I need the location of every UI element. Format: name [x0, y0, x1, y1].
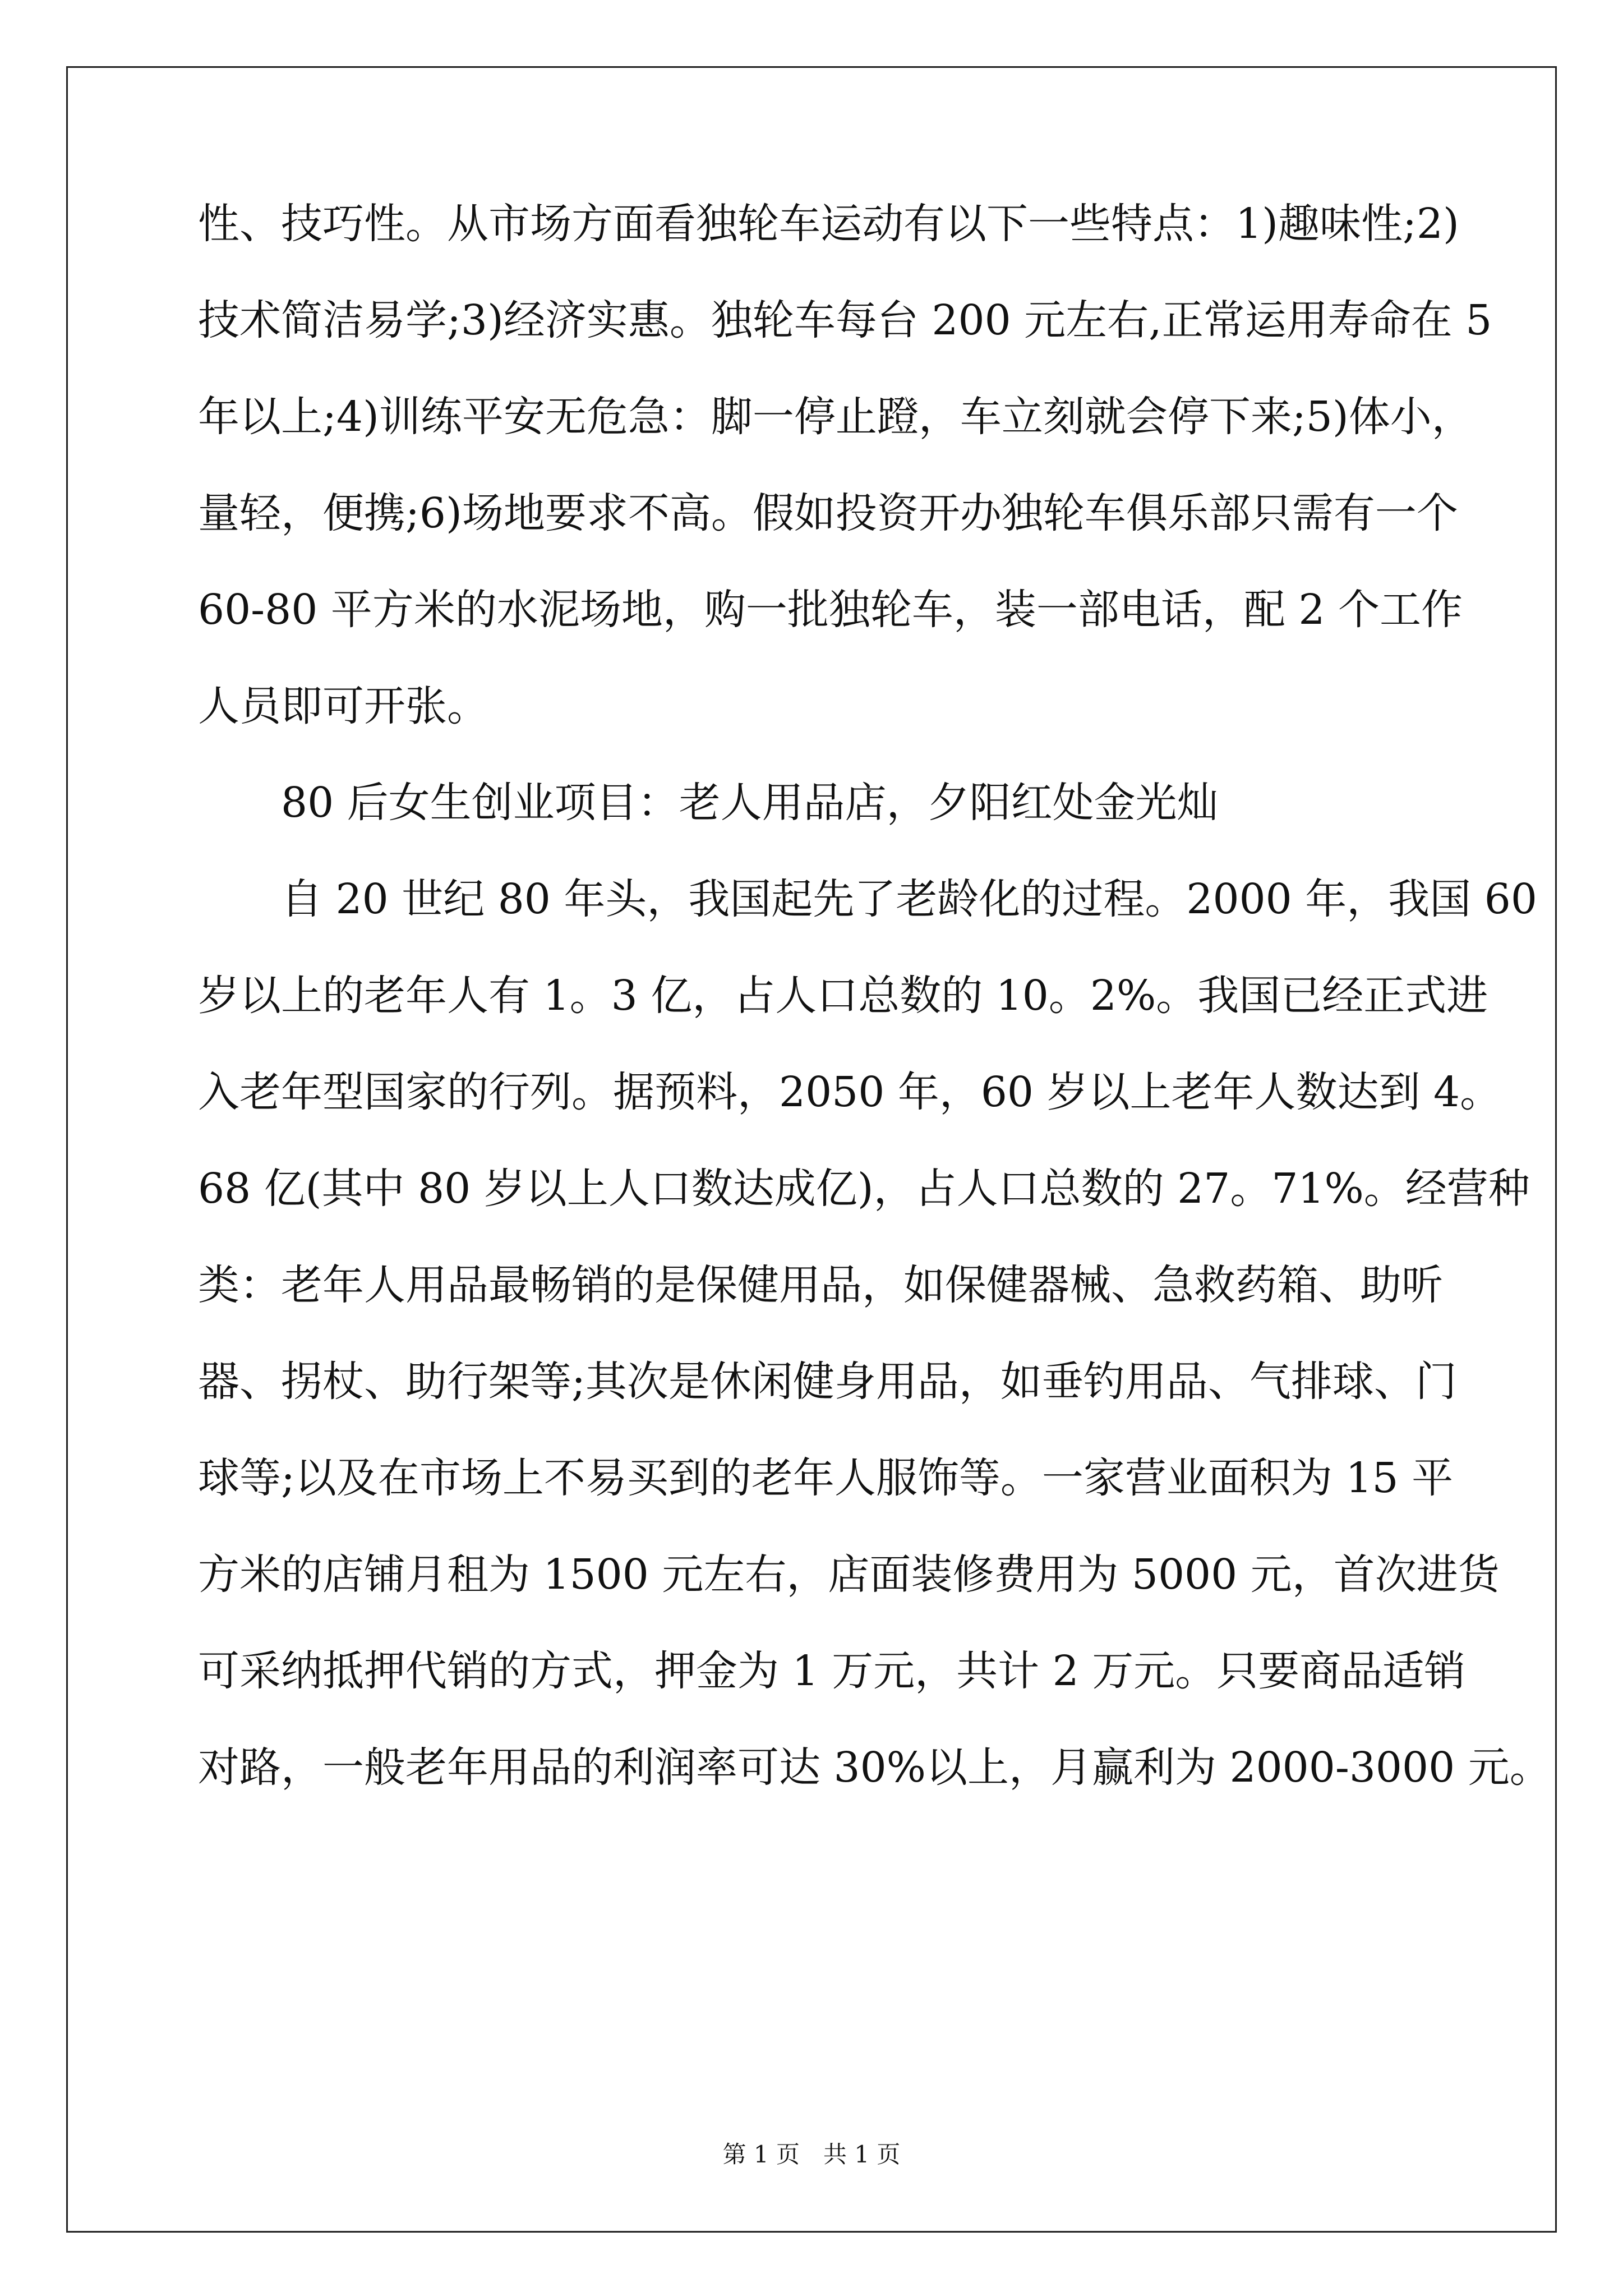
text-line: 方米的店铺月租为 1500 元左右，店面装修费用为 5000 元，首次进货: [198, 1550, 1500, 1599]
page-number: 第 1 页 共 1 页: [722, 2141, 901, 2168]
text-line: 人员即可开张。: [198, 682, 488, 730]
text-line: 自 20 世纪 80 年头，我国起先了老龄化的过程。2000 年，我国 60: [281, 875, 1537, 923]
text-line: 对路，一般老年用品的利润率可达 30%以上，月赢利为 2000-3000 元。: [198, 1743, 1551, 1792]
text-line: 60-80 平方米的水泥场地，购一批独轮车，装一部电话，配 2 个工作: [198, 586, 1463, 634]
text-line: 年以上;4)训练平安无危急：脚一停止蹬，车立刻就会停下来;5)体小，: [198, 393, 1473, 441]
text-line: 68 亿(其中 80 岁以上人口数达成亿)，占人口总数的 27。71%。经营种: [198, 1165, 1530, 1213]
text-line: 性、技巧性。从市场方面看独轮车运动有以下一些特点：1)趣味性;2): [198, 200, 1459, 248]
page-border: [66, 66, 1557, 2233]
text-line: 技术简洁易学;3)经济实惠。独轮车每台 200 元左右,正常运用寿命在 5: [198, 296, 1492, 344]
section-heading: 80 后女生创业项目：老人用品店，夕阳红处金光灿: [281, 779, 1219, 827]
text-line: 球等;以及在市场上不易买到的老年人服饰等。一家营业面积为 15 平: [198, 1454, 1454, 1502]
text-line: 量轻，便携;6)场地要求不高。假如投资开办独轮车俱乐部只需有一个: [198, 489, 1458, 537]
text-line: 可采纳抵押代销的方式，押金为 1 万元，共计 2 万元。只要商品适销: [198, 1647, 1466, 1695]
text-line: 类：老年人用品最畅销的是保健用品，如保健器械、急救药箱、助听: [198, 1261, 1443, 1309]
text-line: 入老年型国家的行列。据预料，2050 年，60 岁以上老年人数达到 4。: [198, 1068, 1502, 1116]
text-line: 器、拐杖、助行架等;其次是休闲健身用品，如垂钓用品、气排球、门: [198, 1358, 1457, 1406]
text-line: 岁以上的老年人有 1。3 亿，占人口总数的 10。2%。我国已经正式进: [198, 972, 1488, 1020]
